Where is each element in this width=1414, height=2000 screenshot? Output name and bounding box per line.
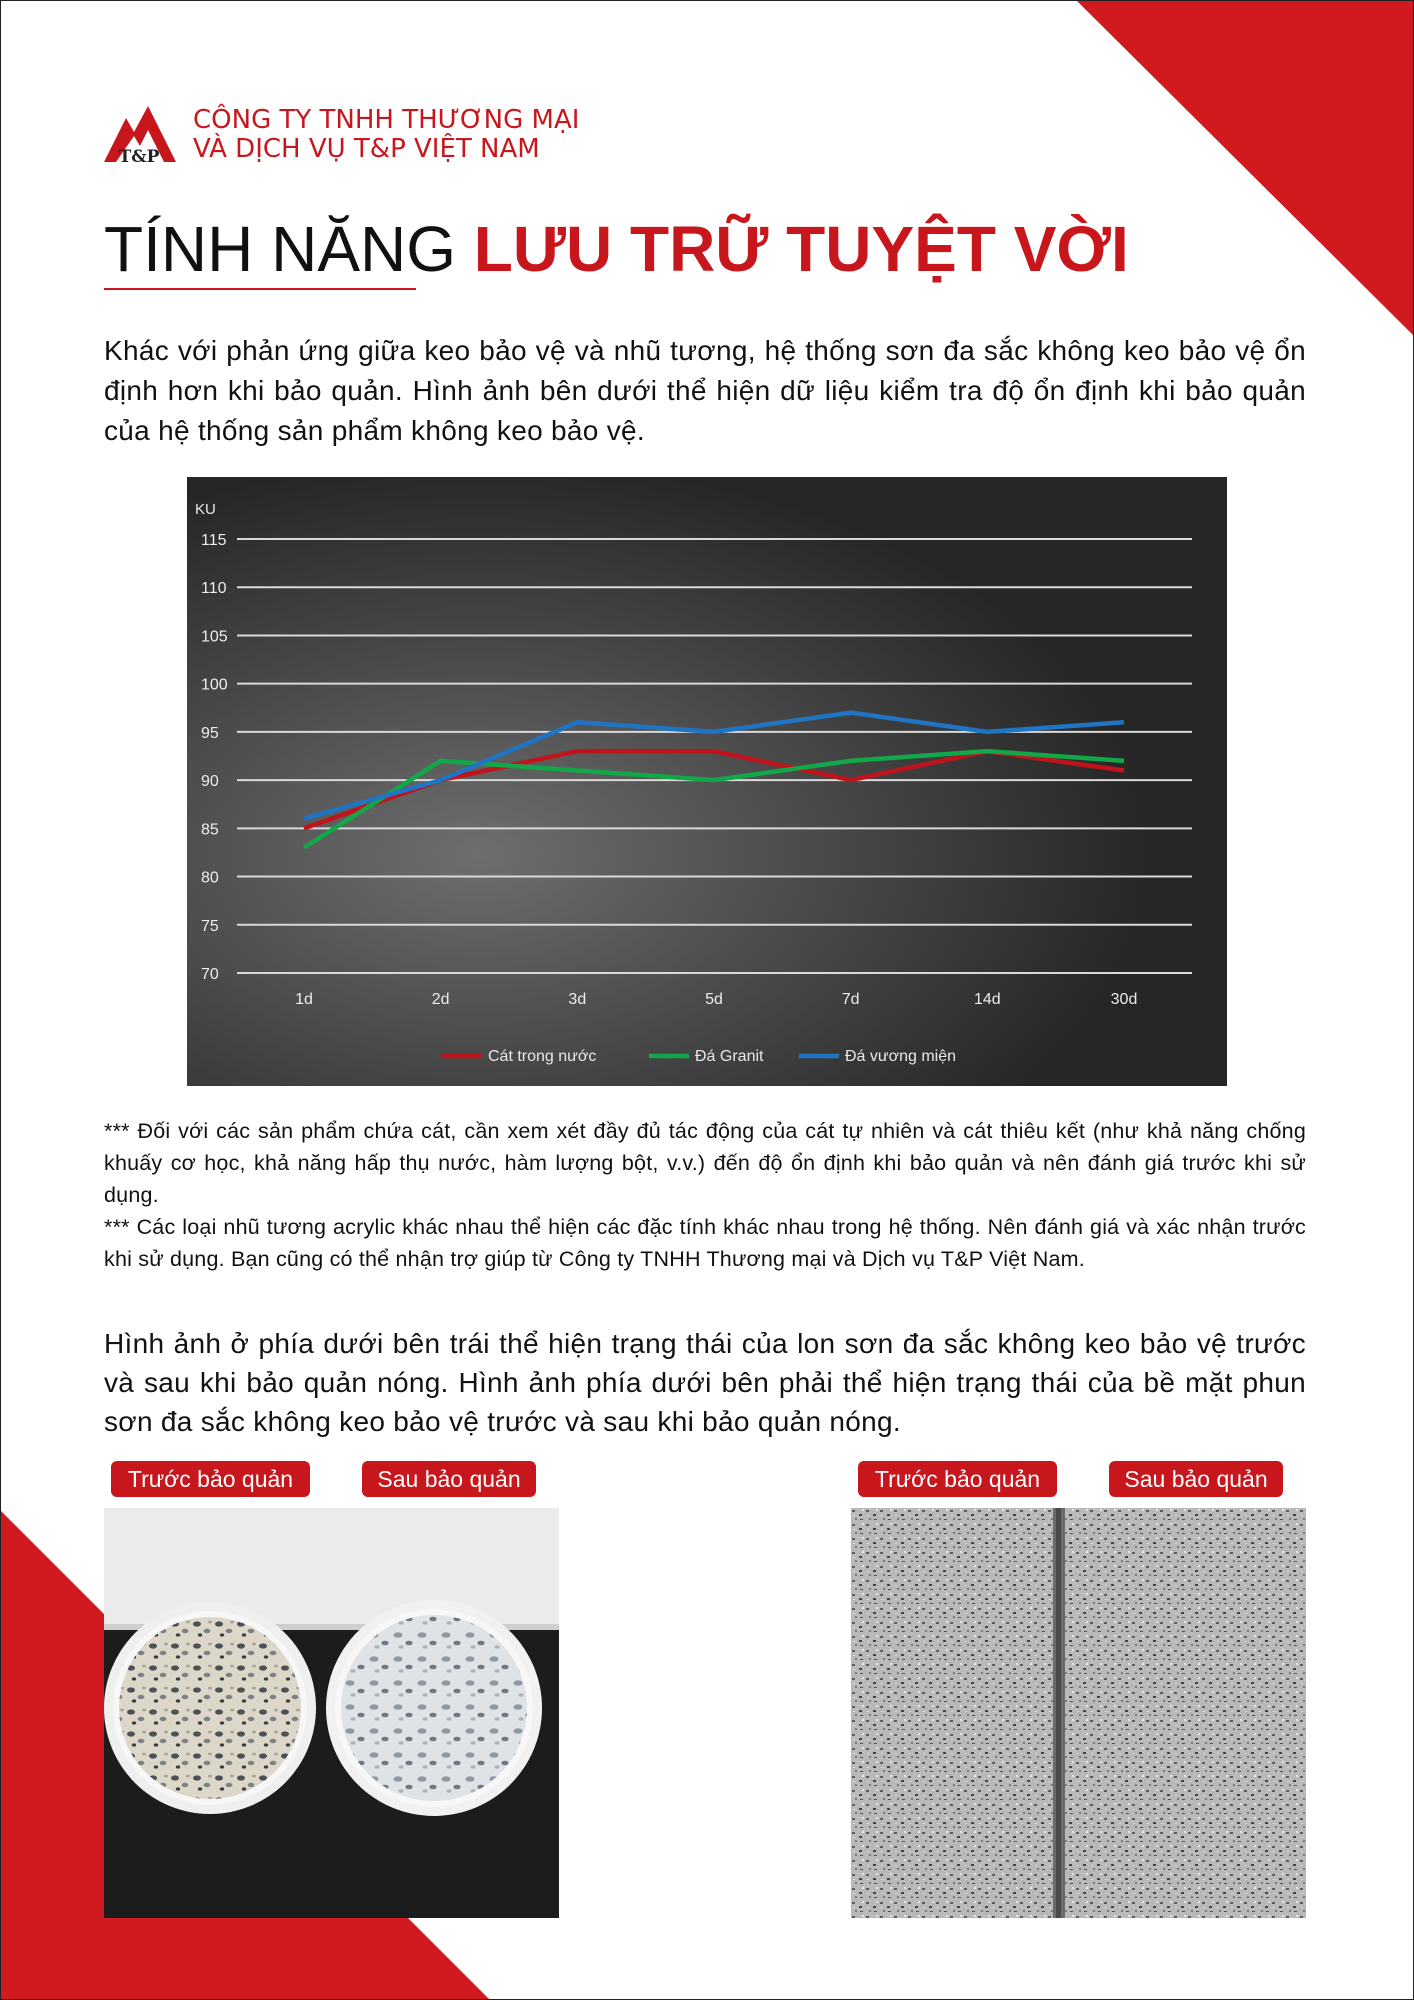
legend-label: Đá Granit (695, 1048, 764, 1065)
title-part2: LƯU TRỮ TUYỆT VỜI (473, 213, 1129, 285)
intro-paragraph: Khác với phản ứng giữa keo bảo vệ và nhũ tương, hệ thống sơn đa sắc không keo bảo vệ ổn định hơn khi bảo quản. Hình ảnh bên dưới thể hiện dữ liệu kiểm tra độ ổn định khi bảo quản của hệ thống sản phẩm không keo bảo vệ. (104, 335, 1306, 446)
y-tick-label: 95 (201, 724, 219, 742)
x-tick-label: 14d (973, 991, 1001, 1008)
sprayed-surface-photo (851, 1508, 1306, 1918)
y-tick-label: 75 (201, 917, 219, 935)
x-tick-label: 30d (1110, 991, 1138, 1008)
company-name-line2: VÀ DỊCH VỤ T&P VIỆT NAM (193, 134, 540, 164)
storage-stability-chart (187, 477, 1227, 1086)
footnote-1: *** Đối với các sản phẩm chứa cát, cần xem xét đầy đủ tác động của cát tự nhiên và cát thiêu kết (như khả năng chống khuấy cơ học, khả năng hấp thụ nước, hàm lượng bột, v.v.) đến độ ổn định khi bảo quản và nên đánh giá trước khi sử dụng. (104, 1119, 1306, 1207)
legend-label: Cát trong nước (488, 1048, 597, 1065)
x-tick-label: 3d (568, 991, 587, 1008)
label-after-storage-right: Sau bảo quản (1109, 1461, 1283, 1497)
y-tick-label: 115 (201, 532, 227, 549)
y-tick-label: 100 (201, 676, 228, 694)
y-tick-label: 110 (201, 580, 227, 598)
x-tick-label: 5d (705, 991, 723, 1008)
y-tick-label: 85 (201, 821, 219, 839)
legend-label: Đá vương miện (845, 1048, 957, 1065)
panel-before-storage (851, 1508, 1053, 1918)
title-underline (104, 288, 416, 290)
images-description: Hình ảnh ở phía dưới bên trái thể hiện trạng thái của lon sơn đa sắc không keo bảo vệ trước và sau khi bảo quản nóng. Hình ảnh phía dưới bên phải thể hiện trạng thái của bề mặt phun sơn đa sắc không keo bảo vệ trước và sau khi bảo quản nóng. (104, 1328, 1306, 1437)
page-title (104, 210, 1129, 288)
label-before-storage-right: Trước bảo quản (858, 1461, 1057, 1497)
y-tick-label: 70 (201, 966, 219, 983)
x-tick-label: 1d (295, 991, 313, 1008)
label-after-storage-left: Sau bảo quản (362, 1461, 536, 1497)
label-before-storage-left: Trước bảo quản (111, 1461, 310, 1497)
company-logo (104, 104, 176, 166)
y-tick-label: 80 (201, 869, 219, 887)
panel-after-storage (1065, 1508, 1306, 1918)
x-tick-label: 7d (841, 991, 860, 1008)
footnotes (104, 1115, 1306, 1275)
x-tick-label: 2d (431, 991, 450, 1008)
footnote-2: *** Các loại nhũ tương acrylic khác nhau thể hiện các đặc tính khác nhau trong hệ thống. Nên đánh giá và xác nhận trước khi sử dụng. Bạn cũng có thể nhận trợ giúp từ Công ty TNHH Thương mại và Dịch vụ T&P Việt Nam. (104, 1215, 1306, 1271)
y-tick-label: 105 (201, 628, 228, 646)
paint-cans-photo (104, 1508, 559, 1918)
company-name-line1: CÔNG TY TNHH THƯƠNG MẠI (193, 105, 580, 135)
company-name (193, 106, 579, 164)
y-axis-label: KU (195, 501, 216, 518)
logo-text: T&P (118, 147, 160, 166)
title-part1: TÍNH NĂNG (104, 213, 456, 285)
y-tick-label: 90 (201, 773, 219, 791)
